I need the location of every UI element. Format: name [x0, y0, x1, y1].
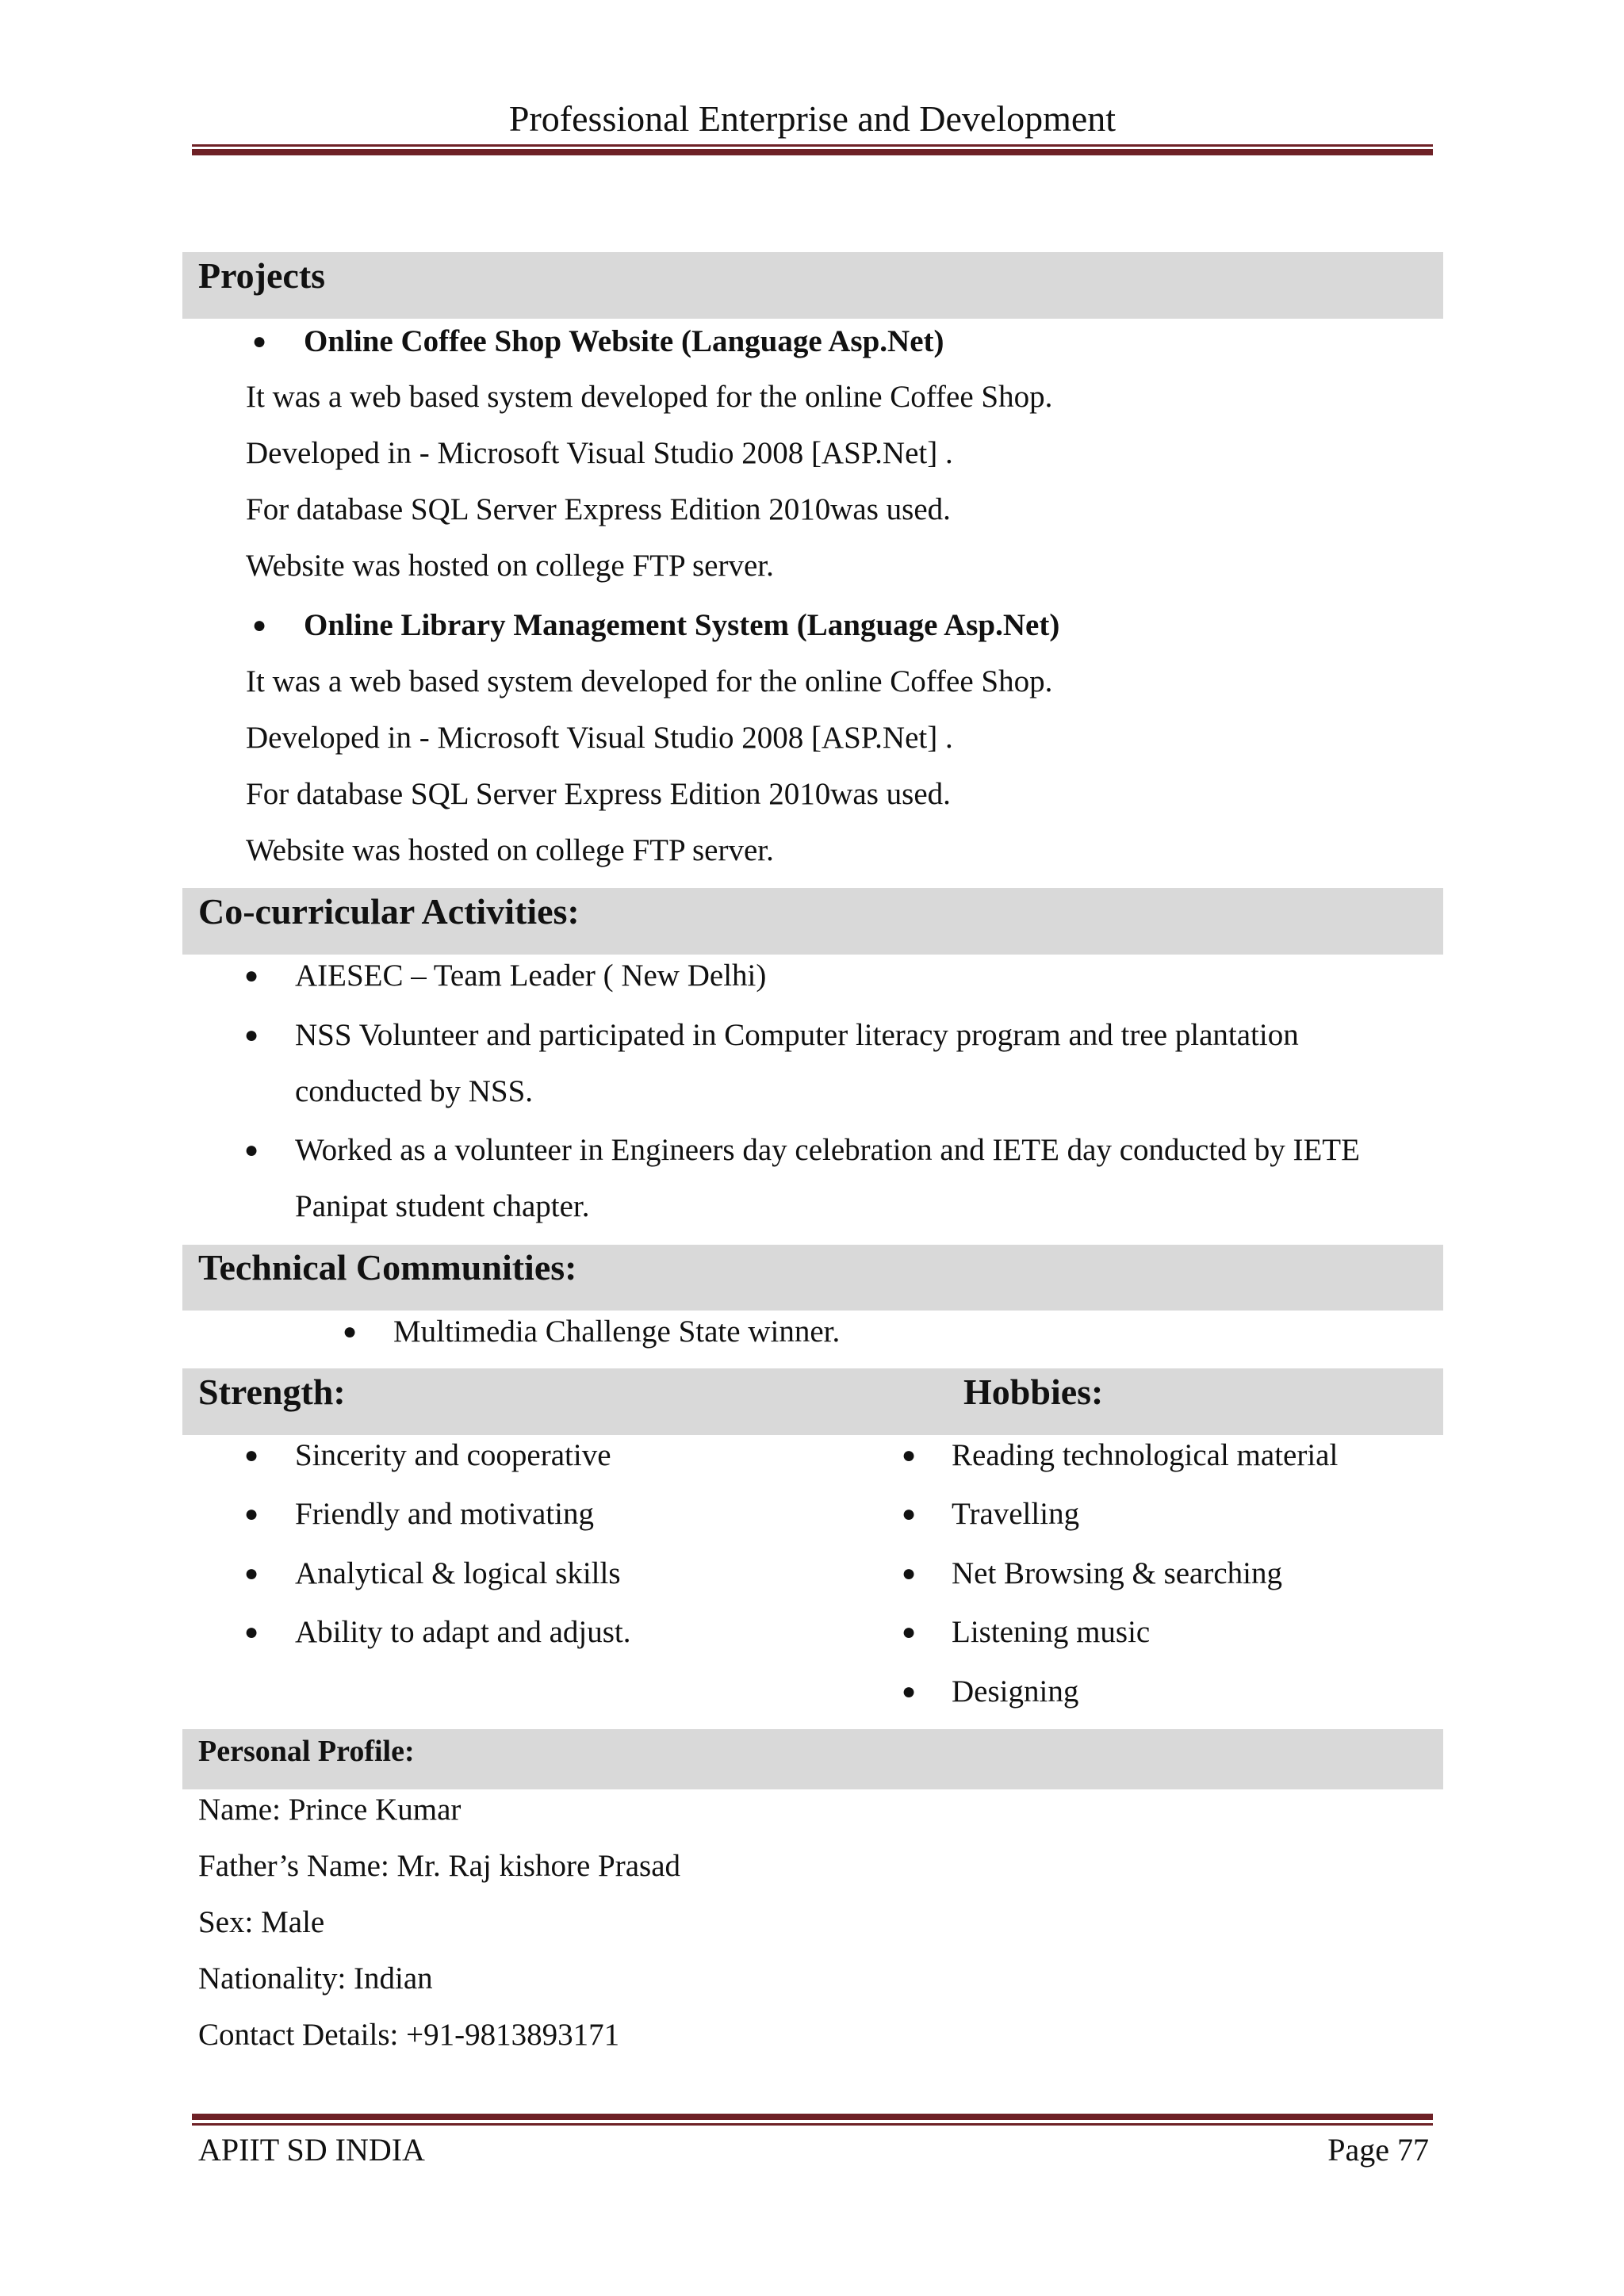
footer-rule-thin: [192, 2123, 1433, 2126]
section-title-profile: Personal Profile:: [198, 1735, 415, 1768]
profile-line: Nationality: Indian: [198, 1961, 433, 1996]
bullet-icon: ●: [902, 1678, 917, 1705]
project-line: It was a web based system developed for the online Coffee Shop.: [246, 380, 1053, 414]
strength-item: Friendly and motivating: [295, 1497, 594, 1531]
bullet-icon: ●: [244, 1022, 259, 1048]
page-header-title: Professional Enterprise and Development: [508, 98, 1116, 139]
bullet-icon: ●: [343, 1318, 358, 1345]
project-title: Online Library Management System (Language Asp.Net): [304, 608, 1060, 642]
project-line: It was a web based system developed for the online Coffee Shop.: [246, 664, 1053, 698]
project-line: Website was hosted on college FTP server.: [246, 549, 774, 583]
list-item-continuation: conducted by NSS.: [295, 1074, 534, 1108]
profile-line: Name: Prince Kumar: [198, 1793, 462, 1827]
section-header-projects: [182, 252, 1443, 319]
header-rule-thin: [192, 144, 1433, 147]
hobby-item: Reading technological material: [952, 1438, 1339, 1472]
profile-line: Sex: Male: [198, 1905, 325, 1939]
bullet-icon: ●: [902, 1442, 917, 1468]
section-title-technical: Technical Communities:: [198, 1247, 577, 1288]
bullet-icon: ●: [902, 1560, 917, 1586]
bullet-icon: ●: [244, 962, 259, 989]
footer-organization: APIIT SD INDIA: [198, 2132, 425, 2168]
project-line: Developed in - Microsoft Visual Studio 2008 [ASP.Net] .: [246, 721, 953, 755]
profile-line: Father’s Name: Mr. Raj kishore Prasad: [198, 1849, 681, 1883]
section-title-hobbies: Hobbies:: [963, 1372, 1104, 1412]
project-line: Developed in - Microsoft Visual Studio 2008 [ASP.Net] .: [246, 436, 953, 470]
hobby-item: Designing: [952, 1674, 1079, 1709]
bullet-icon: ●: [244, 1619, 259, 1645]
project-line: For database SQL Server Express Edition 2010was used.: [246, 777, 951, 811]
strength-item: Ability to adapt and adjust.: [295, 1615, 631, 1649]
project-title: Online Coffee Shop Website (Language Asp.Net): [304, 324, 944, 358]
project-line: For database SQL Server Express Edition 2010was used.: [246, 492, 951, 526]
bullet-icon: ●: [244, 1442, 259, 1468]
bullet-icon: ●: [902, 1619, 917, 1645]
list-item: AIESEC – Team Leader ( New Delhi): [295, 959, 767, 993]
strength-item: Analytical & logical skills: [295, 1556, 621, 1590]
bullet-icon: ●: [244, 1560, 259, 1586]
strength-item: Sincerity and cooperative: [295, 1438, 611, 1472]
bullet-icon: ●: [252, 612, 267, 638]
hobby-item: Listening music: [952, 1615, 1151, 1649]
bullet-icon: ●: [252, 328, 267, 354]
hobby-item: Net Browsing & searching: [952, 1556, 1283, 1590]
bullet-icon: ●: [902, 1501, 917, 1527]
list-item: Multimedia Challenge State winner.: [393, 1314, 841, 1349]
bullet-icon: ●: [244, 1501, 259, 1527]
footer-page-number: Page 77: [1327, 2132, 1429, 2168]
footer-rule-thick: [192, 2114, 1433, 2120]
list-item: Worked as a volunteer in Engineers day celebration and IETE day conducted by IETE: [295, 1133, 1360, 1167]
section-title-cocurricular: Co-curricular Activities:: [198, 891, 580, 932]
section-title-strength: Strength:: [198, 1372, 346, 1412]
hobby-item: Travelling: [952, 1497, 1080, 1531]
section-title-projects: Projects: [198, 255, 326, 296]
list-item: NSS Volunteer and participated in Computer literacy program and tree plantation: [295, 1018, 1299, 1052]
profile-line: Contact Details: +91-9813893171: [198, 2018, 620, 2052]
header-rule-thick: [192, 149, 1433, 155]
section-header-strength-hobbies: [182, 1368, 1443, 1435]
bullet-icon: ●: [244, 1137, 259, 1163]
project-line: Website was hosted on college FTP server.: [246, 833, 774, 867]
list-item-continuation: Panipat student chapter.: [295, 1189, 590, 1223]
